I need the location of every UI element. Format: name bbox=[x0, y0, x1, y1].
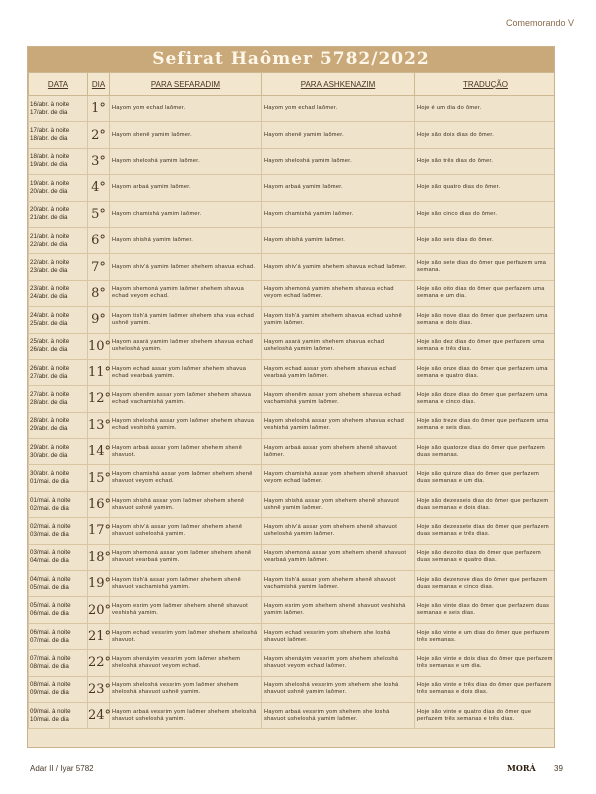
date-cell bbox=[29, 518, 88, 544]
ashkenazim-text: Hayom sheloshá assar yom shehem shavua echad veshishá yamim laômer. bbox=[262, 412, 415, 438]
date-day: 19/abr. de dia bbox=[30, 161, 68, 169]
sefaradim-text: Hayom shenê yamim laômer. bbox=[110, 122, 262, 148]
sefaradim-text: Hayom shemoná assar yom laômer shehem shenê shavuot vearbaá yamim. bbox=[110, 544, 262, 570]
date-cell bbox=[29, 676, 88, 702]
sefaradim-text: Hayom arbaá assar yom laômer shehem shenê shavuot. bbox=[110, 439, 262, 465]
table-row bbox=[29, 571, 556, 597]
date-day: 07/mai. de dia bbox=[30, 636, 69, 644]
translation-text: Hoje são dois dias do ômer. bbox=[415, 122, 556, 148]
translation-text: Hoje são cinco dias do ômer. bbox=[415, 201, 556, 227]
translation-text: Hoje são vinte e três dias do ômer que perfazem três semanas e dois dias. bbox=[415, 676, 556, 702]
day-number: 4° bbox=[88, 175, 110, 201]
table-row bbox=[29, 702, 556, 728]
sefaradim-text: Hayom echad assar yom laômer shehem shavua echad vearbaá yamim. bbox=[110, 359, 262, 385]
day-number: 13° bbox=[88, 412, 110, 438]
header-traducao: TRADUÇÃO bbox=[415, 73, 556, 96]
date-day: 06/mai. de dia bbox=[30, 610, 69, 618]
table-title: Sefirat Haômer 5782/2022 bbox=[28, 47, 554, 72]
table-row bbox=[29, 544, 556, 570]
sefaradim-text: Hayom shishá yamim laômer. bbox=[110, 227, 262, 253]
date-cell bbox=[29, 227, 88, 253]
date-evening: 08/mai. à noite bbox=[30, 681, 71, 689]
sefaradim-text: Hayom chamishá assar yom laômer shehem shenê shavuot veyom echad. bbox=[110, 465, 262, 491]
date-day: 27/abr. de dia bbox=[30, 372, 68, 380]
translation-text: Hoje são três dias do ômer. bbox=[415, 148, 556, 174]
sefaradim-text: Hayom sheloshá yamim laômer. bbox=[110, 148, 262, 174]
ashkenazim-text: Hayom tish'á yamim shehem shavua echad ushnê yamim laômer. bbox=[262, 307, 415, 333]
day-number: 19° bbox=[88, 571, 110, 597]
omer-count-table bbox=[28, 72, 555, 729]
date-day: 21/abr. de dia bbox=[30, 214, 68, 222]
date-day: 08/mai. de dia bbox=[30, 662, 69, 670]
date-cell bbox=[29, 359, 88, 385]
translation-text: Hoje são vinte e um dias do ômer que perfazem três semanas. bbox=[415, 623, 556, 649]
day-number: 14° bbox=[88, 439, 110, 465]
date-evening: 21/abr. à noite bbox=[30, 232, 70, 240]
table-row bbox=[29, 518, 556, 544]
date-day: 17/abr. de dia bbox=[30, 108, 68, 116]
date-evening: 01/mai. à noite bbox=[30, 496, 71, 504]
ashkenazim-text: Hayom shenáyim vessrim yom shehem sheloshá shavuot veyom echad laômer. bbox=[262, 650, 415, 676]
date-evening: 07/mai. à noite bbox=[30, 654, 71, 662]
date-evening: 17/abr. à noite bbox=[30, 127, 70, 135]
ashkenazim-text: Hayom shenêm assar yom shehem shavua echad vachamishá yamim laômer. bbox=[262, 386, 415, 412]
day-number: 15° bbox=[88, 465, 110, 491]
translation-text: Hoje são dezoito dias do ômer que perfazem duas semanas e quatro dias. bbox=[415, 544, 556, 570]
date-day: 20/abr. de dia bbox=[30, 187, 68, 195]
table-row bbox=[29, 280, 556, 306]
table-row bbox=[29, 201, 556, 227]
table-row bbox=[29, 465, 556, 491]
table-row bbox=[29, 148, 556, 174]
date-day: 18/abr. de dia bbox=[30, 135, 68, 143]
ashkenazim-text: Hayom arbaá yamim laômer. bbox=[262, 175, 415, 201]
date-cell bbox=[29, 597, 88, 623]
table-row bbox=[29, 386, 556, 412]
ashkenazim-text: Hayom sheloshá vessrim yom shehem she loshá shavuot ushnê yamim laômer. bbox=[262, 676, 415, 702]
date-day: 22/abr. de dia bbox=[30, 240, 68, 248]
date-day: 30/abr. de dia bbox=[30, 451, 68, 459]
table-row bbox=[29, 359, 556, 385]
running-header: Comemorando V bbox=[505, 18, 574, 28]
ashkenazim-text: Hayom yom echad laômer. bbox=[262, 96, 415, 122]
table-row bbox=[29, 650, 556, 676]
ashkenazim-text: Hayom chamishá yamim laômer. bbox=[262, 201, 415, 227]
date-day: 03/mai. de dia bbox=[30, 530, 69, 538]
day-number: 24° bbox=[88, 702, 110, 728]
date-evening: 27/abr. à noite bbox=[30, 390, 70, 398]
date-cell bbox=[29, 307, 88, 333]
date-evening: 03/mai. à noite bbox=[30, 549, 71, 557]
day-number: 18° bbox=[88, 544, 110, 570]
translation-text: Hoje são treze dias do ômer que perfazem uma semana e seis dias. bbox=[415, 412, 556, 438]
ashkenazim-text: Hayom asará yamim shehem shavua echad usheloshá yamim laômer. bbox=[262, 333, 415, 359]
date-evening: 09/mai. à noite bbox=[30, 707, 71, 715]
table-row bbox=[29, 227, 556, 253]
table-row bbox=[29, 333, 556, 359]
date-evening: 04/mai. à noite bbox=[30, 575, 71, 583]
translation-text: Hoje são dezesseis dias do ômer que perfazem duas semanas e dois dias. bbox=[415, 491, 556, 517]
date-evening: 26/abr. à noite bbox=[30, 364, 70, 372]
date-cell bbox=[29, 439, 88, 465]
sefaradim-text: Hayom tish'á assar yom laômer shehem shenê shavuot vachamishá yamim. bbox=[110, 571, 262, 597]
sefaradim-text: Hayom echad vessrim yom laômer shehem sheloshá shavuot. bbox=[110, 623, 262, 649]
date-cell bbox=[29, 571, 88, 597]
date-day: 09/mai. de dia bbox=[30, 689, 69, 697]
translation-text: Hoje são quinze dias do ômer que perfazem duas semanas e um dia. bbox=[415, 465, 556, 491]
ashkenazim-text: Hayom shemoná assar yom shehem shenê shavuot vearbaá yamim laômer. bbox=[262, 544, 415, 570]
date-cell bbox=[29, 702, 88, 728]
day-number: 1° bbox=[88, 96, 110, 122]
ashkenazim-text: Hayom shenê yamim laômer. bbox=[262, 122, 415, 148]
day-number: 10° bbox=[88, 333, 110, 359]
ashkenazim-text: Hayom esrim yom shehem shenê shavuot veshishá yamim laômer. bbox=[262, 597, 415, 623]
sefaradim-text: Hayom shenêm assar yom laômer shehem shavua echad vachamishá yamim. bbox=[110, 386, 262, 412]
day-number: 20° bbox=[88, 597, 110, 623]
date-day: 10/mai. de dia bbox=[30, 715, 69, 723]
table-row bbox=[29, 122, 556, 148]
date-evening: 20/abr. à noite bbox=[30, 206, 70, 214]
translation-text: Hoje são oito dias do ômer que perfazem uma semana e um dia. bbox=[415, 280, 556, 306]
date-cell bbox=[29, 386, 88, 412]
date-cell bbox=[29, 623, 88, 649]
header-data: DATA bbox=[29, 73, 88, 96]
date-day: 05/mai. de dia bbox=[30, 583, 69, 591]
date-day: 23/abr. de dia bbox=[30, 267, 68, 275]
ashkenazim-text: Hayom arbaá vessrim yom shehem she loshá shavuot usheloshá yamim laômer. bbox=[262, 702, 415, 728]
sefaradim-text: Hayom shemoná yamim laômer shehem shavua echad veyom echad. bbox=[110, 280, 262, 306]
header-sefaradim: PARA SEFARADIM bbox=[110, 73, 262, 96]
translation-text: Hoje são sete dias do ômer que perfazem uma semana. bbox=[415, 254, 556, 280]
ashkenazim-text: Hayom shishá assar yom shehem shenê shavuot ushnê yamim laômer. bbox=[262, 491, 415, 517]
sefaradim-text: Hayom asará yamim laômer shehem shavua echad usheloshá yamim. bbox=[110, 333, 262, 359]
ashkenazim-text: Hayom chamishá assar yom shehem shenê shavuot veyom echad laômer. bbox=[262, 465, 415, 491]
ashkenazim-text: Hayom echad vessrim yom shehem she loshá shavuot laômer. bbox=[262, 623, 415, 649]
day-number: 2° bbox=[88, 122, 110, 148]
footer-issue: Adar II / Iyar 5782 bbox=[30, 764, 94, 773]
date-cell bbox=[29, 412, 88, 438]
translation-text: Hoje são vinte e dois dias do ômer que perfazem três semanas e um dia. bbox=[415, 650, 556, 676]
header-dia: DIA bbox=[88, 73, 110, 96]
sefaradim-text: Hayom yom echad laômer. bbox=[110, 96, 262, 122]
translation-text: Hoje são dez dias do ômer que perfazem uma semana e três dias. bbox=[415, 333, 556, 359]
sefirat-table-panel bbox=[27, 46, 555, 748]
date-day: 28/abr. de dia bbox=[30, 398, 68, 406]
sefaradim-text: Hayom sheloshá vessrim yom laômer shehem sheloshá shavuot ushnê yamim. bbox=[110, 676, 262, 702]
date-cell bbox=[29, 148, 88, 174]
day-number: 7° bbox=[88, 254, 110, 280]
date-cell bbox=[29, 465, 88, 491]
date-evening: 25/abr. à noite bbox=[30, 338, 70, 346]
translation-text: Hoje são quatorze dias do ômer que perfazem duas semanas. bbox=[415, 439, 556, 465]
page-number: 39 bbox=[554, 764, 563, 773]
date-evening: 18/abr. à noite bbox=[30, 153, 70, 161]
translation-text: Hoje são dezenove dias do ômer que perfazem duas semanas e cinco dias. bbox=[415, 571, 556, 597]
day-number: 17° bbox=[88, 518, 110, 544]
day-number: 8° bbox=[88, 280, 110, 306]
date-evening: 24/abr. à noite bbox=[30, 311, 70, 319]
sefaradim-text: Hayom shishá assar yom laômer shehem shenê shavuot ushnê yamim. bbox=[110, 491, 262, 517]
date-cell bbox=[29, 280, 88, 306]
date-day: 04/mai. de dia bbox=[30, 557, 69, 565]
date-day: 01/mai. de dia bbox=[30, 478, 69, 486]
date-cell bbox=[29, 122, 88, 148]
day-number: 3° bbox=[88, 148, 110, 174]
date-evening: 29/abr. à noite bbox=[30, 443, 70, 451]
date-evening: 30/abr. à noite bbox=[30, 470, 70, 478]
date-evening: 28/abr. à noite bbox=[30, 417, 70, 425]
date-cell bbox=[29, 544, 88, 570]
date-cell bbox=[29, 201, 88, 227]
date-cell bbox=[29, 333, 88, 359]
table-header-row bbox=[29, 73, 556, 96]
date-day: 02/mai. de dia bbox=[30, 504, 69, 512]
day-number: 11° bbox=[88, 359, 110, 385]
sefaradim-text: Hayom tish'á yamim laômer shehem sha vua echad ushnê yamim. bbox=[110, 307, 262, 333]
ashkenazim-text: Hayom shiv'á yamim shehem shavua echad laômer. bbox=[262, 254, 415, 280]
day-number: 22° bbox=[88, 650, 110, 676]
ashkenazim-text: Hayom echad assar yom shehem shavua echad vearbaá yamim laômer. bbox=[262, 359, 415, 385]
table-row bbox=[29, 623, 556, 649]
day-number: 16° bbox=[88, 491, 110, 517]
date-day: 26/abr. de dia bbox=[30, 346, 68, 354]
date-cell bbox=[29, 254, 88, 280]
sefaradim-text: Hayom shiv'á assar yom laômer shehem shenê shavuot usheloshá yamim. bbox=[110, 518, 262, 544]
day-number: 12° bbox=[88, 386, 110, 412]
day-number: 21° bbox=[88, 623, 110, 649]
sefaradim-text: Hayom shenáyim vessrim yom laômer shehem sheloshá shavuot veyom echad. bbox=[110, 650, 262, 676]
date-day: 29/abr. de dia bbox=[30, 425, 68, 433]
table-row bbox=[29, 491, 556, 517]
sefaradim-text: Hayom esrim yom laômer shehem shenê shavuot veshishá yamim. bbox=[110, 597, 262, 623]
date-cell bbox=[29, 491, 88, 517]
date-evening: 23/abr. à noite bbox=[30, 285, 70, 293]
ashkenazim-text: Hayom tish'á assar yom shehem shenê shavuot vachamishá yamim laômer. bbox=[262, 571, 415, 597]
translation-text: Hoje são vinte e quatro dias do ômer que perfazem três semanas e três dias. bbox=[415, 702, 556, 728]
translation-text: Hoje são nove dias do ômer que perfazem uma semana e dois dias. bbox=[415, 307, 556, 333]
sefaradim-text: Hayom arbaá yamim laômer. bbox=[110, 175, 262, 201]
date-evening: 05/mai. à noite bbox=[30, 602, 71, 610]
ashkenazim-text: Hayom sheloshá yamim laômer. bbox=[262, 148, 415, 174]
sefaradim-text: Hayom chamishá yamim laômer. bbox=[110, 201, 262, 227]
translation-text: Hoje é um dia do ômer. bbox=[415, 96, 556, 122]
table-row bbox=[29, 96, 556, 122]
header-ashkenazim: PARA ASHKENAZIM bbox=[262, 73, 415, 96]
date-day: 25/abr. de dia bbox=[30, 319, 68, 327]
translation-text: Hoje são quatro dias do ômer. bbox=[415, 175, 556, 201]
footer-logo: MORÁ bbox=[507, 763, 536, 773]
sefaradim-text: Hayom arbaá vessrim yom laômer shehem sheloshá shavuot usheloshá yamim. bbox=[110, 702, 262, 728]
translation-text: Hoje são seis dias do ômer. bbox=[415, 227, 556, 253]
table-row bbox=[29, 439, 556, 465]
table-row bbox=[29, 175, 556, 201]
date-cell bbox=[29, 175, 88, 201]
table-row bbox=[29, 597, 556, 623]
sefaradim-text: Hayom sheloshá assar yom laômer shehem shavua echad veshishá yamim. bbox=[110, 412, 262, 438]
date-evening: 22/abr. à noite bbox=[30, 259, 70, 267]
ashkenazim-text: Hayom arbaá assar yom shehem shenê shavuot laômer. bbox=[262, 439, 415, 465]
translation-text: Hoje são vinte dias do ômer que perfazem duas semanas e seis dias. bbox=[415, 597, 556, 623]
date-evening: 16/abr. à noite bbox=[30, 100, 70, 108]
date-day: 24/abr. de dia bbox=[30, 293, 68, 301]
day-number: 23° bbox=[88, 676, 110, 702]
date-cell bbox=[29, 96, 88, 122]
sefaradim-text: Hayom shiv'á yamim laômer shehem shavua echad. bbox=[110, 254, 262, 280]
day-number: 9° bbox=[88, 307, 110, 333]
day-number: 6° bbox=[88, 227, 110, 253]
translation-text: Hoje são onze dias do ômer que perfazem uma semana e quatro dias. bbox=[415, 359, 556, 385]
date-evening: 02/mai. à noite bbox=[30, 522, 71, 530]
translation-text: Hoje são dezessete dias do ômer que perfazem duas semanas e três dias. bbox=[415, 518, 556, 544]
ashkenazim-text: Hayom shiv'á assar yom shehem shenê shavuot usheloshá yamim laômer. bbox=[262, 518, 415, 544]
day-number: 5° bbox=[88, 201, 110, 227]
ashkenazim-text: Hayom shishá yamim laômer. bbox=[262, 227, 415, 253]
table-row bbox=[29, 676, 556, 702]
table-row bbox=[29, 307, 556, 333]
table-row bbox=[29, 254, 556, 280]
date-evening: 06/mai. à noite bbox=[30, 628, 71, 636]
ashkenazim-text: Hayom shemoná yamim shehem shavua echad veyom echad laômer. bbox=[262, 280, 415, 306]
date-evening: 19/abr. à noite bbox=[30, 179, 70, 187]
table-row bbox=[29, 412, 556, 438]
date-cell bbox=[29, 650, 88, 676]
translation-text: Hoje são doze dias do ômer que perfazem uma semana e cinco dias. bbox=[415, 386, 556, 412]
